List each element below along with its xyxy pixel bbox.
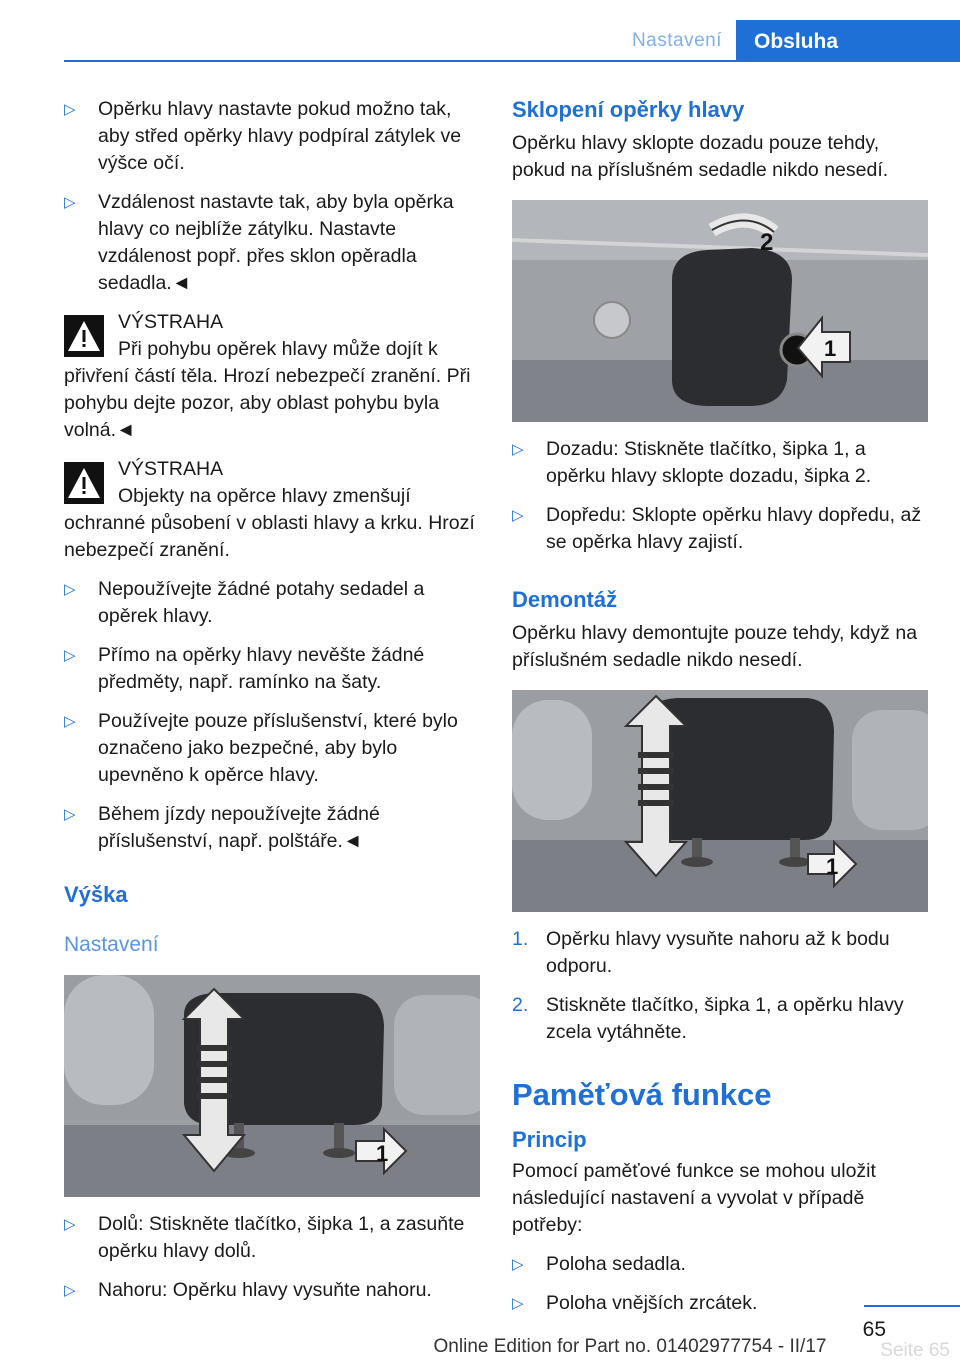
arrow-label-1: 1 [824, 336, 837, 361]
triangle-bullet-icon: ▷ [64, 1282, 76, 1299]
triangle-bullet-icon: ▷ [64, 581, 76, 598]
subheading-nastaveni: Nastavení [64, 933, 159, 956]
warning-title: VÝSTRAHA [118, 458, 224, 480]
step-number: 1. [512, 928, 529, 950]
list-item: ▷ Dolů: Stiskněte tlačítko, šipka 1, a zasuňte opěrku hlavy dolů. [64, 1213, 465, 1262]
list-item: ▷ Opěrku hlavy nastavte pokud možno tak, aby střed opěrky hlavy podpíral zátylek ve výšce očí. [64, 98, 462, 174]
page-header [0, 20, 960, 62]
paragraph: Opěrku hlavy sklopte dozadu pouze tehdy, pokud na příslušném sedadle nikdo nesedí. [512, 132, 889, 181]
triangle-bullet-icon: ▷ [64, 194, 76, 211]
paragraph: Opěrku hlavy demontujte pouze tehdy, když na příslušném sedadle nikdo nesedí. [512, 622, 918, 671]
triangle-bullet-icon: ▷ [512, 507, 524, 524]
headrest-fold-illustration [512, 200, 928, 422]
warning-box [64, 456, 480, 564]
triangle-bullet-icon: ▷ [64, 713, 76, 730]
warning-icon [64, 462, 104, 504]
paragraph: Pomocí paměťové funkce se mohou uložit následující nastavení a vyvolat v případě potřeby: [512, 1160, 876, 1236]
triangle-bullet-icon: ▷ [64, 101, 76, 118]
list-item: 1. Opěrku hlavy vysuňte nahoru až k bodu odporu. [512, 928, 890, 977]
left-column [64, 96, 480, 1316]
section-heading-sklopeni: Sklopení opěrky hlavy [512, 97, 745, 122]
header-chapter-tab: Obsluha [736, 20, 960, 62]
triangle-bullet-icon: ▷ [512, 441, 524, 458]
section-heading-vyska: Výška [64, 882, 128, 907]
right-column [512, 96, 930, 1329]
watermark: Seite 65 [880, 1340, 950, 1361]
triangle-bullet-icon: ▷ [512, 1256, 524, 1273]
list-item: ▷ Poloha sedadla. [512, 1251, 930, 1278]
list-item: 2. Stiskněte tlačítko, šipka 1, a opěrku hlavy zcela vytáhněte. [512, 994, 904, 1043]
list-item: ▷ Nepoužívejte žádné potahy sedadel a opěrek hlavy. [64, 578, 425, 627]
page-number: 65 [862, 1318, 886, 1341]
triangle-bullet-icon: ▷ [64, 1216, 76, 1233]
list-item: ▷ Používejte pouze příslušenství, které bylo označeno jako bezpečné, aby bylo upevněno k opěrce hlavy. [64, 710, 458, 786]
arrow-label-2: 2 [760, 229, 774, 256]
list-item: ▷ Dopředu: Sklopte opěrku hlavy dopředu, až se opěrka hlavy zajistí. [512, 504, 922, 553]
warning-text: Objekty na opěrce hlavy zmenšují ochranné působení v oblasti hlavy a krku. Hrozí nebezpečí zranění. [64, 485, 475, 561]
footer-edition: Online Edition for Part no. 01402977754 - II/17 [433, 1336, 827, 1357]
subheading-princip: Princip [512, 1127, 587, 1152]
triangle-bullet-icon: ▷ [512, 1295, 524, 1312]
triangle-bullet-icon: ▷ [64, 647, 76, 664]
warning-icon [64, 315, 104, 357]
list-item: ▷ Vzdálenost nastavte tak, aby byla opěrka hlavy co nejblíže zátylku. Nastavte vzdálenost popř. přes sklon opěradla sedadla.◄ [64, 191, 454, 294]
section-heading-pamet: Paměťová funkce [512, 1077, 772, 1112]
list-item: ▷ Během jízdy nepoužívejte žádné příslušenství, např. polštáře.◄ [64, 803, 380, 852]
arrow-label-1: 1 [376, 1141, 389, 1166]
list-item: ▷ Přímo na opěrky hlavy nevěšte žádné předměty, např. ramínko na šaty. [64, 644, 425, 693]
headrest-removal-illustration [512, 690, 928, 912]
warning-title: VÝSTRAHA [118, 311, 224, 333]
list-item: ▷ Dozadu: Stiskněte tlačítko, šipka 1, a opěrku hlavy sklopte dozadu, šipka 2. [512, 438, 872, 487]
headrest-height-illustration [64, 975, 480, 1197]
warning-text: Při pohybu opěrek hlavy může dojít k přivření částí těla. Hrozí nebezpečí zranění. Při pohybu dejte pozor, aby oblast pohybu byla volná.◄ [64, 338, 471, 441]
warning-box [64, 309, 480, 444]
footer-rule [864, 1305, 960, 1307]
list-item: ▷ Nahoru: Opěrku hlavy vysuňte nahoru. [64, 1277, 480, 1304]
header-section-title: Nastavení [631, 30, 722, 51]
arrow-label-1: 1 [826, 854, 839, 879]
section-heading-demontaz: Demontáž [512, 587, 618, 612]
list-item: ▷ Poloha vnějších zrcátek. [512, 1290, 930, 1317]
triangle-bullet-icon: ▷ [64, 806, 76, 823]
step-number: 2. [512, 994, 529, 1016]
